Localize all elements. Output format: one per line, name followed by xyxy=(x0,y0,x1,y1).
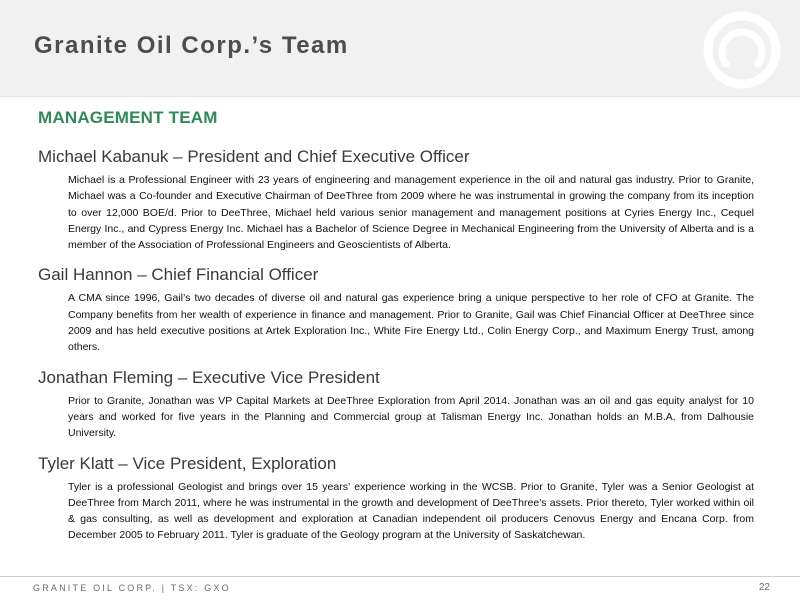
slide-title: Granite Oil Corp.’s Team xyxy=(34,32,349,59)
section-heading: MANAGEMENT TEAM xyxy=(38,108,218,127)
member-name: Gail Hannon – Chief Financial Officer xyxy=(38,265,319,285)
team-member xyxy=(38,146,754,253)
member-bio: Michael is a Professional Engineer with 23 years of engineering and management experience in the oil and natural gas industry. Prior to Granite, Michael was a Co-founder and Executive Chairman of DeeThree from 2009 where he was instrumental in growing the company from its inception to over 12,000 BOE/d. Prior to DeeThree, Michael held various senior management and management positions at Cyries Energy Inc., Cequel Energy Inc., and Cypress Energy Inc. Michael has a Bachelor of Science Degree in Mechanical Engineering from the University of Alberta and is a member of the Association of Professional Engineers and Geoscientists of Alberta. xyxy=(68,174,754,252)
team-member xyxy=(38,264,754,355)
member-name: Michael Kabanuk – President and Chief Executive Officer xyxy=(38,147,470,166)
footer-company-text: GRANITE OIL CORP. | TSX: GXO xyxy=(33,583,231,593)
slide-header xyxy=(0,0,800,97)
ring-logo-icon xyxy=(700,8,784,92)
team-member xyxy=(38,453,754,544)
member-name: Tyler Klatt – Vice President, Exploration xyxy=(38,453,337,473)
team-list xyxy=(38,146,754,555)
member-bio: Tyler is a professional Geologist and brings over 15 years’ experience working in the WCSB. Prior to Granite, Tyler was a Senior Geologist at DeeThree from March 2011, where he was instrumental in the growth and development of DeeThree’s assets. Prior thereto, Tyler worked within oil & gas consulting, as well as development and exploration at Canadian independent oil producers Cenovus Energy and Encana Corp. from December 2005 to February 2011. Tyler is graduate of the Geology program at the University of Saskatchewan. xyxy=(68,480,754,542)
page-number: 22 xyxy=(758,582,770,593)
slide-footer xyxy=(0,576,800,601)
member-bio: Prior to Granite, Jonathan was VP Capital Markets at DeeThree Exploration from April 2014. Jonathan was an oil and gas equity analyst for 10 years and worked for five years in the Planning and Commercial group at Talisman Energy Inc. Jonathan holds an M.B.A. from Dalhousie University. xyxy=(68,394,754,440)
member-name: Jonathan Fleming – Executive Vice President xyxy=(38,367,380,387)
member-bio: A CMA since 1996, Gail’s two decades of diverse oil and natural gas experience bring a unique perspective to her role of CFO at Granite. The Company benefits from her wealth of experience in finance and management. Prior to Granite, Gail was Chief Financial Officer at DeeThree since 2009 and has held executive positions at Artek Exploration Inc., White Fire Energy Ltd., Colin Energy Corp., and Maximum Energy Trust, among others. xyxy=(68,292,754,354)
team-member xyxy=(38,367,754,442)
